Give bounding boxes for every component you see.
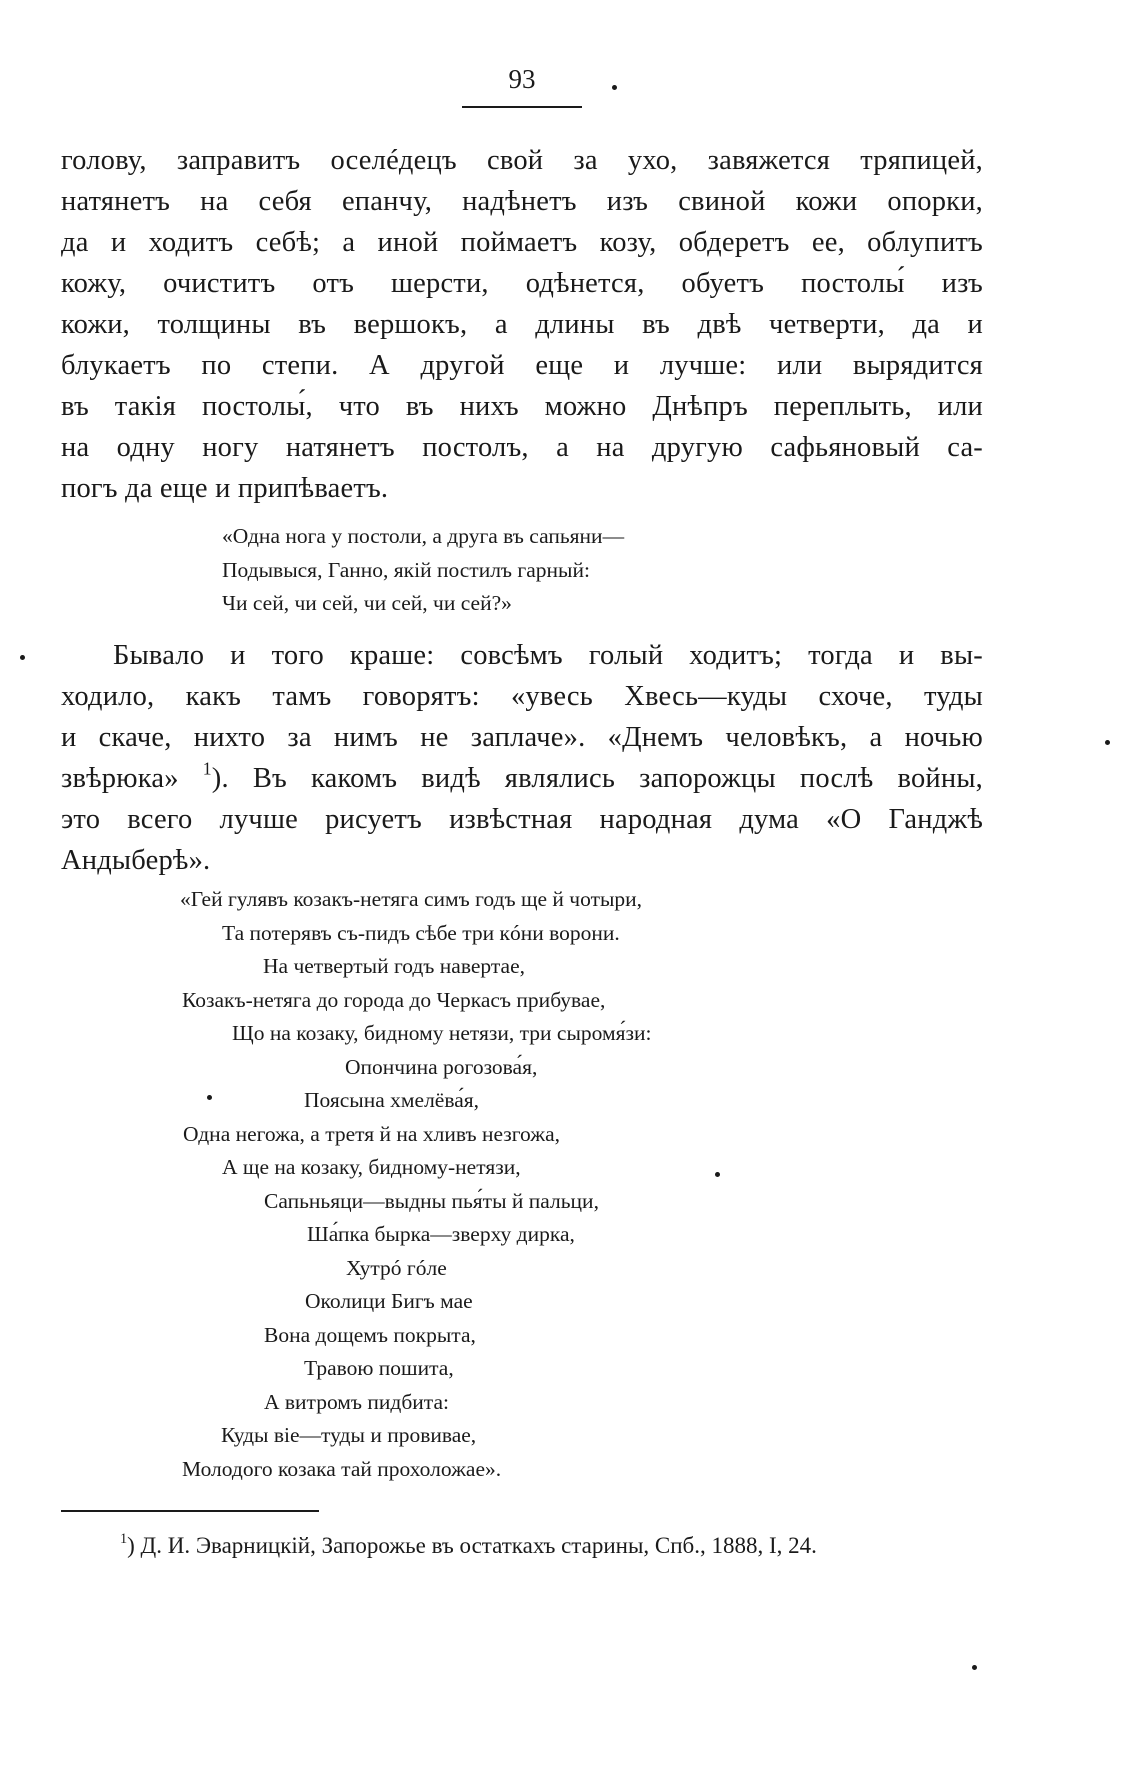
- text-line: [61, 758, 983, 799]
- verse-line: Опончина рогозова́я,: [345, 1054, 538, 1079]
- text-fragment: ). Въ какомъ видѣ являлись запорожцы послѣ войны,: [211, 763, 984, 794]
- text-line: да и ходитъ себѣ; а иной поймаетъ козу, обдеретъ ее, облупитъ: [61, 227, 983, 258]
- verse-line: Подывыся, Ганно, якій постилъ гарный:: [222, 557, 590, 582]
- scan-speck: [1105, 740, 1110, 745]
- text-line: голову, заправитъ оселéдецъ свой за ухо, завяжется тряпицей,: [61, 145, 983, 176]
- paragraph-1: [61, 140, 983, 509]
- verse-line: Хутрó гóле: [346, 1255, 447, 1280]
- scan-speck: [612, 85, 617, 90]
- verse-line: Сапьньяци—выдны пья́ты й пальци,: [264, 1188, 599, 1213]
- text-line: это всего лучше рисуетъ извѣстная народная дума «О Ганджѣ: [61, 804, 983, 835]
- verse-line: Ша́пка бырка—зверху дирка,: [307, 1222, 575, 1246]
- verse-line: «Одна нога у постоли, а друга въ сапьяни—: [222, 524, 625, 548]
- text-line: въ такія постолы́, что въ нихъ можно Днѣпръ переплыть, или: [61, 391, 983, 422]
- scan-speck: [972, 1665, 977, 1670]
- scan-speck: [715, 1172, 720, 1177]
- verse-line: Чи сей, чи сей, чи сей, чи сей?»: [222, 591, 512, 615]
- song-quote: [222, 520, 624, 621]
- footnote-marker: 1: [120, 1531, 128, 1548]
- verse-line: А витромъ пидбита:: [264, 1389, 449, 1414]
- text-line: Бывало и того краше: совсѣмъ голый ходитъ; тогда и вы-: [113, 640, 983, 671]
- text-line: кожи, толщины въ вершокъ, а длины въ двѣ четверти, да и: [61, 309, 983, 340]
- verse-line: Поясына хмелёва́я,: [304, 1088, 480, 1112]
- verse-line: Що на козаку, бидному нетязи, три сыромя́зи:: [232, 1021, 652, 1045]
- text-fragment: звѣрюка»: [61, 763, 179, 794]
- scan-speck: [207, 1095, 212, 1100]
- verse-line: На четвертый годъ навертае,: [263, 954, 525, 978]
- verse-line: Околици Бигъ мае: [305, 1289, 473, 1313]
- footnote: [120, 1529, 990, 1563]
- text-line: кожу, очиститъ отъ шерсти, одѣнется, обуетъ постолы́ изъ: [61, 268, 983, 299]
- paragraph-2: [61, 635, 983, 881]
- verse-line: Одна негожа, а третя й на хливъ незгожа,: [183, 1121, 561, 1146]
- verse-line: «Гей гулявъ козакъ-нетяга симъ годъ ще й чотыри,: [180, 887, 643, 911]
- verse-line: Вона дощемъ покрыта,: [264, 1322, 476, 1347]
- text-line: на одну ногу натянетъ постолъ, а на другую сафьяновый са-: [61, 432, 983, 463]
- text-line: блукаетъ по степи. А другой еще и лучше: или вырядится: [61, 350, 983, 381]
- text-line: Андыберѣ».: [61, 845, 211, 876]
- header-rule: [462, 106, 582, 108]
- verse-line: А ще на козаку, бидному-нетязи,: [222, 1155, 521, 1179]
- duma-quote: [180, 883, 651, 1486]
- text-line: и скаче, нихто за нимъ не заплаче». «Днемъ человѣкъ, а ночью: [61, 722, 983, 753]
- footnote-rule: [61, 1510, 319, 1512]
- scan-speck: [20, 655, 25, 660]
- page-number: 93: [508, 64, 536, 94]
- footnote-reference: 1: [202, 758, 212, 779]
- verse-line: Молодого козака тай прохоложае».: [182, 1456, 502, 1481]
- verse-line: Куды вiе—туды и провивае,: [221, 1423, 477, 1447]
- footnote-text: ) Д. И. Эварницкій, Запорожье въ остаткахъ старины, Спб., 1888, I, 24.: [127, 1533, 817, 1558]
- text-line: ходило, какъ тамъ говорятъ: «увесь Хвесь—куды схоче, туды: [61, 681, 983, 712]
- text-line: погъ да еще и припѣваетъ.: [61, 473, 389, 504]
- text-line: натянетъ на себя епанчу, надѣнетъ изъ свиной кожи опорки,: [61, 186, 983, 217]
- verse-line: Та потерявъ съ-пидъ сѣбе три кóни ворони.: [222, 920, 620, 945]
- verse-line: Травою пошита,: [304, 1356, 454, 1380]
- verse-line: Козакъ-нетяга до города до Черкасъ прибувае,: [182, 987, 606, 1012]
